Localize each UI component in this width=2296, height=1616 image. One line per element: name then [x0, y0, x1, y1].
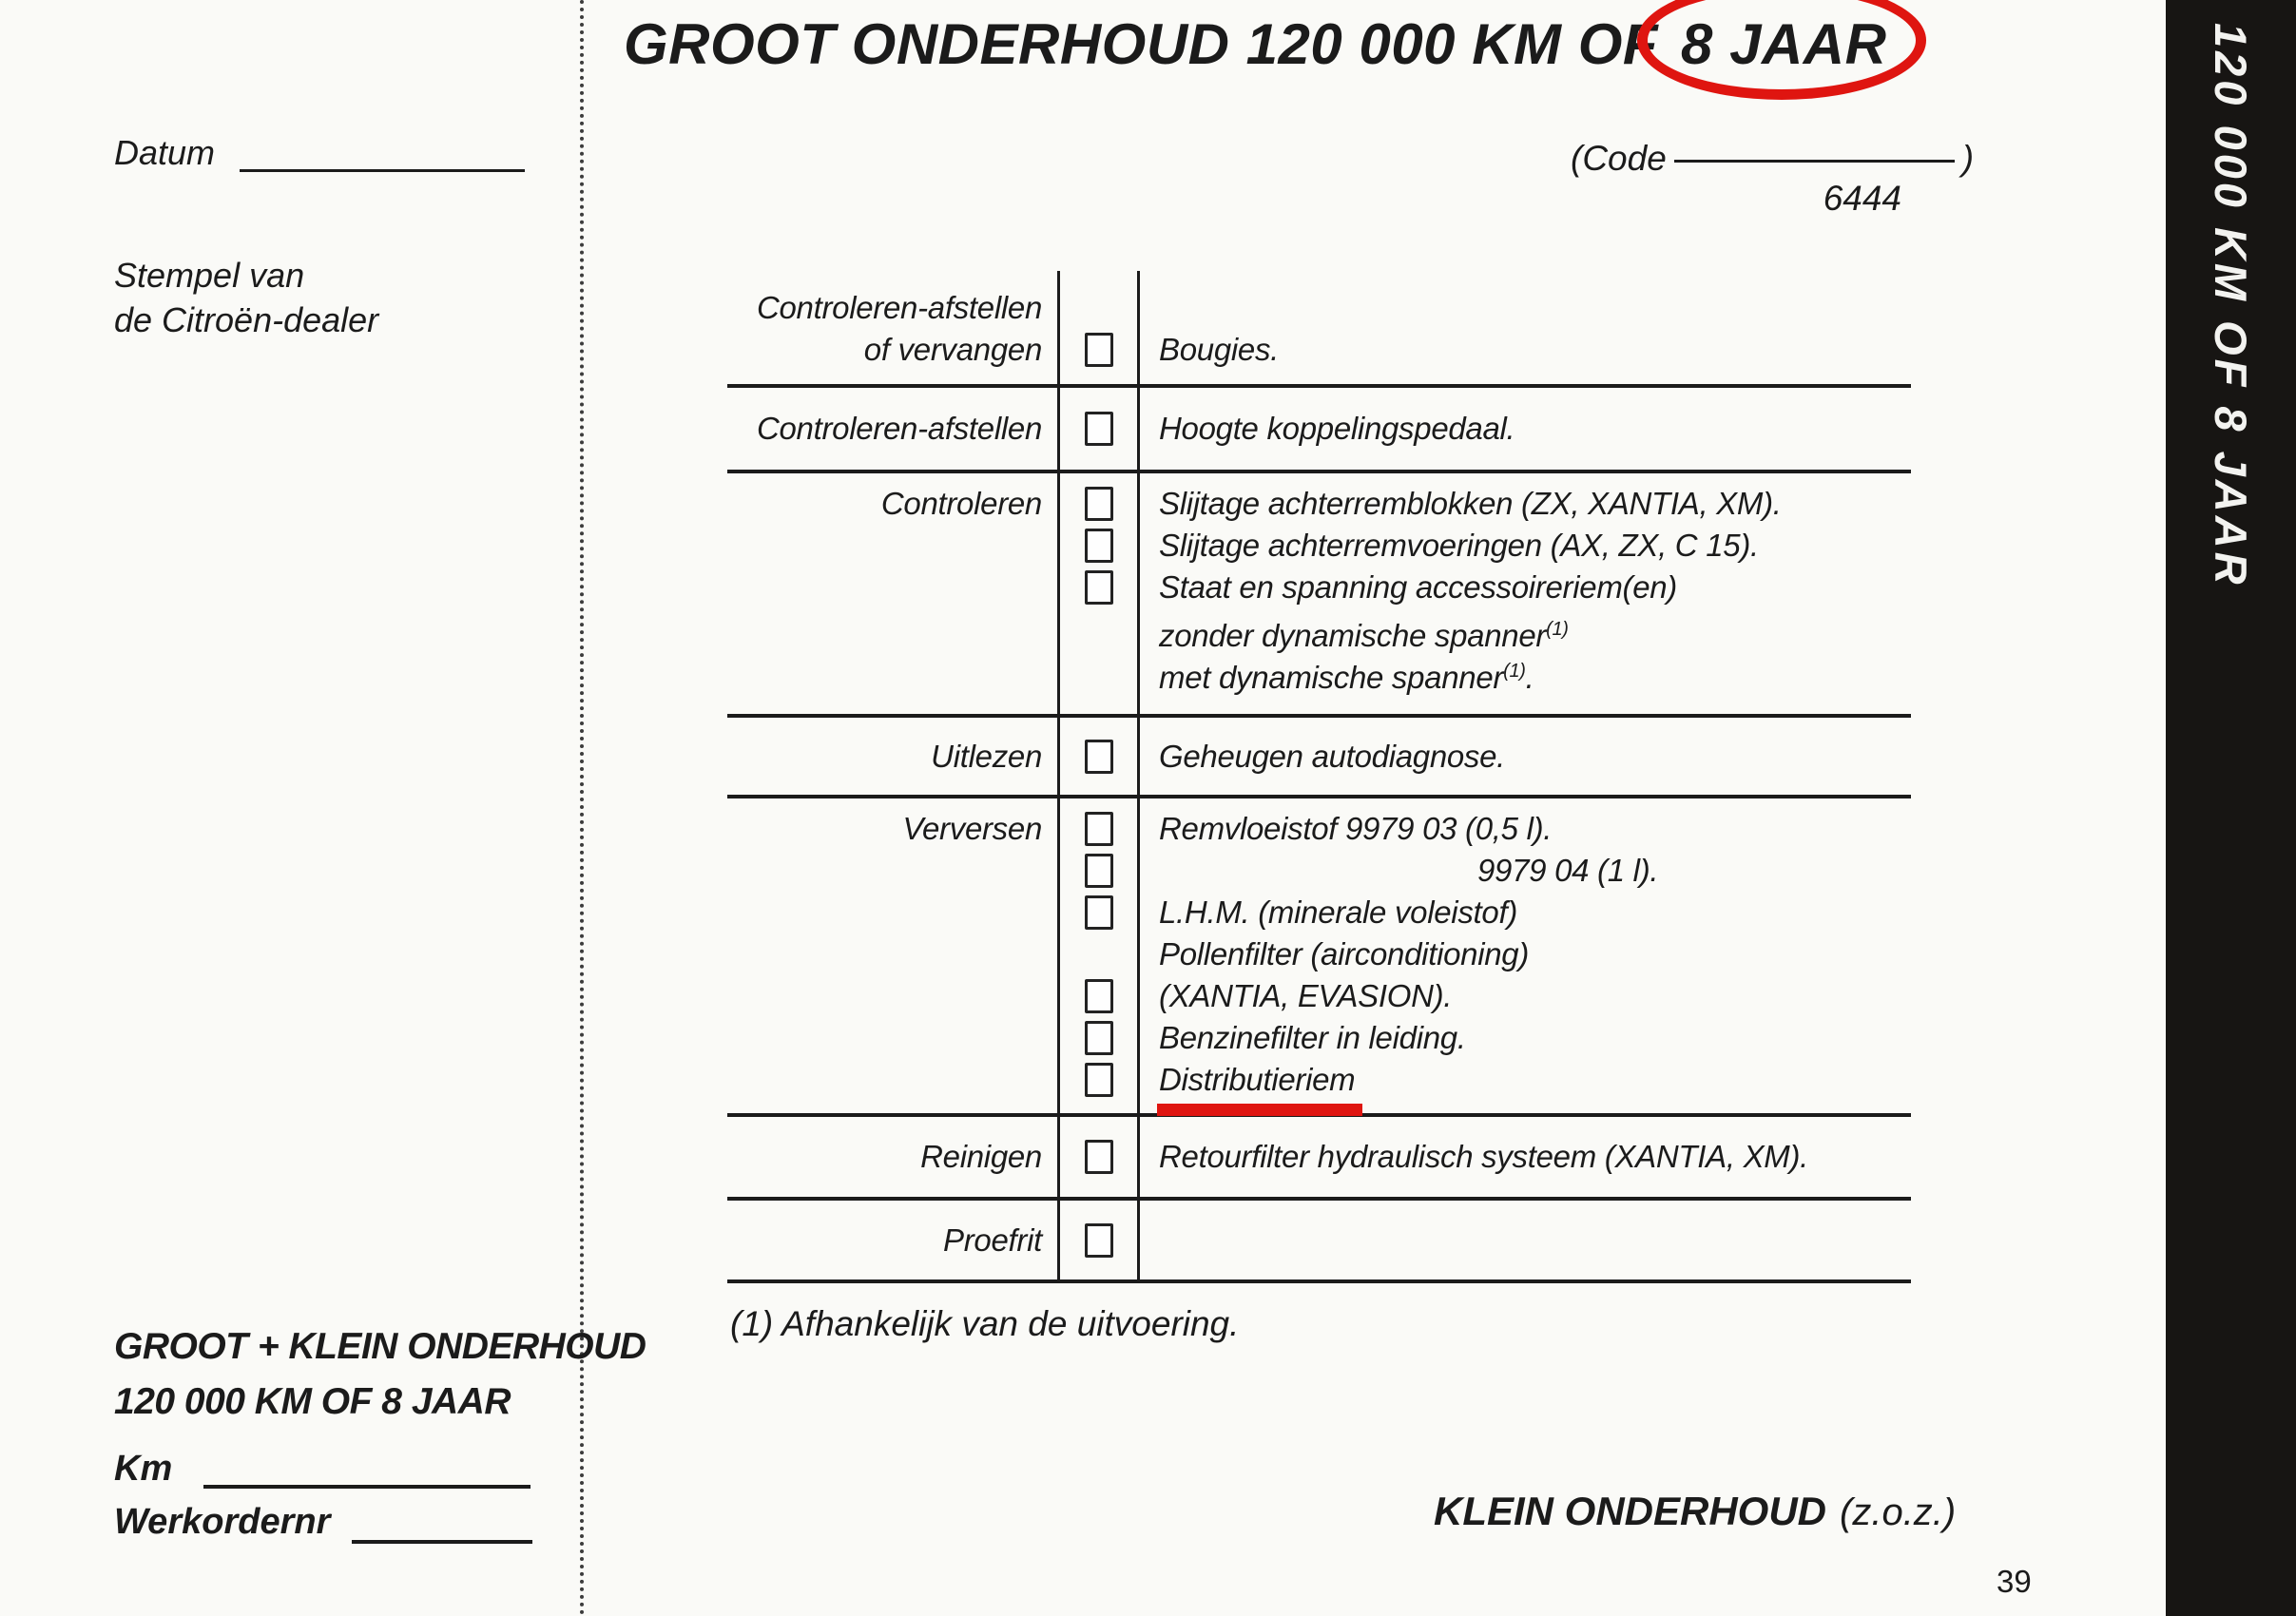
task-item	[1159, 1059, 1911, 1101]
summary-line2: 120 000 KM OF 8 JAAR	[114, 1381, 511, 1422]
checkbox-slot	[1085, 1136, 1113, 1178]
table-row	[727, 473, 1911, 718]
row-task-list	[1140, 718, 1911, 795]
action-label-line: Proefrit	[943, 1222, 1042, 1258]
checkbox-column	[1060, 798, 1140, 1113]
werkorder-label: Werkordernr	[114, 1502, 331, 1542]
task-item: Hoogte koppelingspedaal.	[1159, 411, 1515, 446]
row-action-label	[727, 271, 1060, 384]
task-checkbox[interactable]	[1085, 1223, 1113, 1258]
row-task-list	[1140, 798, 1911, 1113]
task-checkbox[interactable]	[1085, 529, 1113, 563]
checkbox-column	[1060, 1117, 1140, 1197]
action-label-line: Controleren	[880, 486, 1042, 521]
row-action-label	[727, 1201, 1060, 1279]
task-checkbox[interactable]	[1085, 1063, 1113, 1097]
row-task-list	[1140, 1201, 1911, 1279]
checkbox-column	[1060, 473, 1140, 714]
task-checkbox[interactable]	[1085, 1140, 1113, 1174]
row-action-label	[727, 388, 1060, 470]
task-item: Bougies.	[1159, 332, 1280, 367]
row-action-label	[727, 718, 1060, 795]
row-task-list	[1140, 388, 1911, 470]
footnote: (1) Afhankelijk van de uitvoering.	[730, 1304, 1240, 1343]
task-item: Slijtage achterremblokken (ZX, XANTIA, XM).	[1159, 486, 1782, 521]
dealer-stamp-label	[114, 253, 378, 342]
page-title	[624, 11, 1892, 77]
checkbox-column	[1060, 718, 1140, 795]
action-label-line: of vervangen	[863, 332, 1042, 367]
maintenance-table	[727, 271, 1911, 1283]
task-item: Remvloeistof 9979 03 (0,5 l).	[1159, 811, 1553, 846]
side-tab	[2166, 0, 2296, 1616]
code-input-line[interactable]	[1674, 160, 1955, 163]
task-checkbox[interactable]	[1085, 895, 1113, 930]
row-task-list	[1140, 271, 1911, 384]
task-checkbox[interactable]	[1085, 333, 1113, 367]
task-item: Retourfilter hydraulisch systeem (XANTIA, XM).	[1159, 1139, 1809, 1174]
red-circle-annotation	[1675, 11, 1892, 77]
checkbox-slot	[1085, 483, 1113, 525]
table-row	[727, 798, 1911, 1117]
row-task-list	[1140, 1117, 1911, 1197]
task-checkbox[interactable]	[1085, 740, 1113, 774]
code-field	[1571, 139, 1974, 179]
table-row	[727, 718, 1911, 798]
action-label-line: Verversen	[902, 811, 1042, 846]
table-row	[727, 1117, 1911, 1201]
task-item: Benzinefilter in leiding.	[1159, 1020, 1466, 1055]
checkbox-column	[1060, 271, 1140, 384]
red-underline-annotation: Distributieriem	[1157, 1059, 1362, 1116]
task-checkbox[interactable]	[1085, 412, 1113, 446]
row-task-list	[1140, 473, 1911, 714]
checkbox-slot	[1085, 892, 1113, 933]
task-checkbox[interactable]	[1085, 1021, 1113, 1055]
checkbox-slot	[1085, 567, 1113, 608]
checkbox-slot	[1085, 408, 1113, 450]
task-item: Staat en spanning accessoireriem(en)	[1159, 569, 1677, 605]
checkbox-slot	[1085, 329, 1113, 371]
checkbox-slot	[1085, 850, 1113, 892]
row-action-label	[727, 798, 1060, 1113]
checkbox-slot	[1085, 736, 1113, 778]
checkbox-slot	[1085, 975, 1113, 1017]
checkbox-column	[1060, 1201, 1140, 1279]
km-label: Km	[114, 1449, 173, 1489]
table-row	[727, 271, 1911, 388]
task-item	[1159, 1220, 1911, 1261]
code-label: (Code	[1571, 139, 1667, 178]
checkbox-slot	[1085, 808, 1113, 850]
code-close-paren: )	[1961, 139, 1975, 178]
summary-block	[114, 1319, 646, 1430]
action-label-line: Uitlezen	[931, 738, 1042, 774]
checkbox-slot	[1085, 525, 1113, 567]
task-checkbox[interactable]	[1085, 979, 1113, 1013]
dealer-stamp-line2: de Citroën-dealer	[114, 300, 379, 339]
checkbox-slot	[1085, 1220, 1113, 1261]
code-value: 6444	[1823, 179, 1901, 218]
task-item: Pollenfilter (airconditioning)	[1159, 936, 1530, 972]
klein-onderhoud-footer	[1434, 1489, 1956, 1534]
action-label-line: Reinigen	[920, 1139, 1042, 1174]
summary-line1: GROOT + KLEIN ONDERHOUD	[114, 1326, 646, 1367]
task-item: 9979 04 (1 l).	[1477, 853, 1659, 888]
row-action-label	[727, 1117, 1060, 1197]
task-checkbox[interactable]	[1085, 854, 1113, 888]
checkbox-slot	[1085, 1017, 1113, 1059]
task-item: zonder dynamische spanner$^{(1)}$	[1159, 618, 1569, 653]
table-row	[727, 1201, 1911, 1283]
table-row	[727, 388, 1911, 473]
task-item: Geheugen autodiagnose.	[1159, 738, 1506, 774]
checkbox-column	[1060, 388, 1140, 470]
action-label-line: Controleren-afstellen	[756, 290, 1042, 325]
task-item: met dynamische spanner$^{(1)}$.	[1159, 660, 1534, 695]
page-title-main: GROOT ONDERHOUD 120 000 KM OF	[624, 12, 1659, 76]
task-checkbox[interactable]	[1085, 570, 1113, 605]
task-checkbox[interactable]	[1085, 487, 1113, 521]
task-checkbox[interactable]	[1085, 812, 1113, 846]
row-action-label	[727, 473, 1060, 714]
page-number: 39	[1997, 1564, 2032, 1599]
klein-onderhoud-label: KLEIN ONDERHOUD	[1434, 1489, 1827, 1533]
checkbox-slot	[1085, 1059, 1113, 1101]
task-item: Slijtage achterremvoeringen (AX, ZX, C 15).	[1159, 528, 1759, 563]
datum-input-line[interactable]	[240, 169, 525, 172]
km-input-line[interactable]	[203, 1485, 531, 1489]
action-label-line: Controleren-afstellen	[756, 411, 1042, 446]
dealer-stamp-line1: Stempel van	[114, 256, 305, 295]
datum-label: Datum	[114, 133, 216, 172]
task-item: (XANTIA, EVASION).	[1159, 978, 1453, 1013]
page-title-circled: 8 JAAR	[1681, 12, 1887, 76]
side-tab-label: 120 000 KM OF 8 JAAR	[2206, 23, 2256, 588]
klein-onderhoud-suffix: (z.o.z.)	[1840, 1491, 1957, 1533]
werkorder-input-line[interactable]	[352, 1540, 532, 1544]
task-item: L.H.M. (minerale voleistof)	[1159, 895, 1518, 930]
